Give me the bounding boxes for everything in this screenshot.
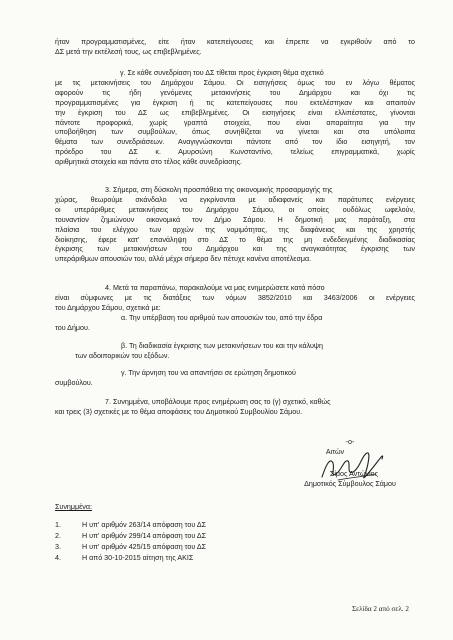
attachment-text: Η από 30-10-2015 αίτηση της ΑΚΙΣ (82, 554, 194, 562)
text-line: πάντοτε προφορικά, χωρίς γραπτά στοιχεία, που είναι απαραίτητα για την (55, 118, 415, 127)
text-line: 7. Συνημμένα, υποβάλουμε προς ενημέρωση σας το (γ) σχετικό, καθώς (105, 398, 331, 406)
attachment-number: 3. (55, 543, 61, 551)
attachment-text: Η υπ' αριθμόν 299/14 απόφαση του ΔΣ (82, 532, 207, 540)
attachment-text: Η υπ' αριθμόν 263/14 απόφαση του ΔΣ (82, 521, 207, 529)
signature-name: Σίμος Αντώνιος (329, 470, 379, 478)
text-line: υποβοήθηση των συμβούλων, όπως συνηθίζεται να γίνεται και στα υπόλοιπα (55, 128, 415, 137)
text-line: 4. Μετά τα παραπάνω, παρακαλούμε να μας ενημερώσετε κατά πόσο (105, 284, 325, 292)
text-line: με τις μετακινήσεις του Δημάρχου Σάμου. Οι εισηγήσεις όμως του εν λόγω θέματος (55, 78, 415, 87)
text-line: υπεράριθμων απουσιών του, αλλά μέχρι σήμερα δεν πέτυχε κανένα αποτέλεσμα. (55, 255, 312, 264)
text-line: ήταν προγραμματισμένες, είτε ήταν κατεπείγουσες και έπρεπε να εγκριθούν από το (55, 38, 415, 46)
paragraph-gamma (55, 69, 415, 168)
paragraph-4a (55, 314, 415, 334)
text-line: γ. Σε κάθε συνεδρίαση του ΔΣ τίθεται προς έγκριση θέμα σχετικό (120, 69, 324, 77)
text-line: και τρεις (3) σχετικές με το θέμα αποφάσεις του Δημοτικού Συμβουλίου Σάμου. (55, 407, 303, 416)
text-line: πλαίσια του ελέγχου των αρχών της νομιμότητας, της διαφάνειας και της χρηστής (55, 225, 415, 234)
text-line: τουναντίον ζημιώνουν οικονομικά τον Δήμο Σάμου. Η δημοτική μας παράταξη, στα (55, 215, 415, 224)
attachment-number: 2. (55, 532, 61, 540)
text-line: θέματα των συνεδριάσεων. Αναγιγνώσκονται πάντοτε από τον ίδιο εισηγητή, τον (55, 138, 415, 147)
text-line: έγκρισης των μετακινήσεων του Δημάρχου και της αναγκαιότητας έγκρισης των (55, 245, 415, 254)
text-line: ΔΣ μετά την εκτέλεσή τους, ως επιβεβλημένες. (55, 47, 202, 56)
text-line: β. Τη διαδικασία έγκρισης των μετακινήσεων του και την κάλυψη (121, 342, 323, 350)
text-line: των αδοιπορικών του εξόδων. (75, 351, 170, 360)
text-line: χώρας, θεωρούμε σκάνδαλο να εγκρίνονται με αδιαφανείς και παράτυπες ενέργειες (55, 195, 415, 204)
attachment-item (55, 554, 193, 564)
paragraph-7 (55, 398, 415, 418)
page-footer: Σελίδα 2 από σελ. 2 (352, 605, 409, 613)
paragraph-3 (55, 186, 415, 265)
text-line: αφορούν τις ήδη γενόμενες μετακινήσεις του Δημάρχου και όχι τις (55, 88, 415, 97)
text-line: γ. Την άρνηση του να απαντήσει σε ερώτηση δημοτικού (121, 369, 296, 377)
text-line: προγραμματισμένες για έγκριση ή τις κατεπείγουσες που εκτελέστηκαν και απαιτούν (55, 98, 415, 107)
text-line: του Δημάρχου Σάμου, σχετικά με: (55, 303, 161, 312)
attachment-item (55, 521, 206, 531)
handwritten-signature (318, 447, 388, 485)
text-line: διοίκησης, έφερε κατ' επανάληψη στο ΔΣ το θέμα της μη ενδεδειγμένης διαδικασίας (55, 235, 415, 244)
paragraph-4c (55, 369, 415, 389)
paragraph-4 (55, 284, 415, 314)
text-line: είναι σύμφωνες με τις διατάξεις των νόμων 3852/2010 και 3463/2006 οι ενέργειες (55, 293, 415, 302)
text-line: 3. Σήμερα, στη δύσκολη προσπάθεια της οικονομικής προσαρμογής της (105, 186, 333, 194)
paragraph-4b (55, 342, 415, 362)
attachment-item (55, 543, 206, 553)
text-line: α. Την υπέρβαση του αριθμού των απουσιών του, από την έδρα (121, 314, 323, 322)
signature-mark: -ο- (345, 438, 355, 446)
text-line: την έγκριση του ΔΣ ως επιβεβλημένες. Οι εισηγήσεις είναι ελλιπέστατες, γίνονται (55, 108, 415, 117)
text-line: οι υπεράριθμες μετακινήσεις του Δημάρχου Σάμου, οι οποίες ουδόλως ωφελούν, (55, 205, 415, 214)
signature-title: Δημοτικός Σύμβουλος Σάμου (304, 480, 396, 488)
attachment-number: 4. (55, 554, 61, 562)
attachment-item (55, 532, 206, 542)
paragraph-continuation (55, 38, 415, 58)
text-line: του Δήμου. (55, 323, 90, 332)
attachment-text: Η υπ' αριθμόν 425/15 απόφαση του ΔΣ (82, 543, 207, 551)
attachment-number: 1. (55, 521, 61, 529)
text-line: πρόεδρο του ΔΣ κ. Αμυρσώνη Κωνσταντίνο, τελείως επιγραμματικά, χωρίς (55, 148, 415, 157)
text-line: συμβούλου. (55, 378, 93, 387)
signature-role: Αιτών (325, 448, 345, 456)
text-line: αριθμητικά στοιχεία και πάντα στο τέλος κάθε συνεδρίασης. (55, 158, 243, 167)
attachments-title: Συνημμένα: (55, 503, 92, 511)
